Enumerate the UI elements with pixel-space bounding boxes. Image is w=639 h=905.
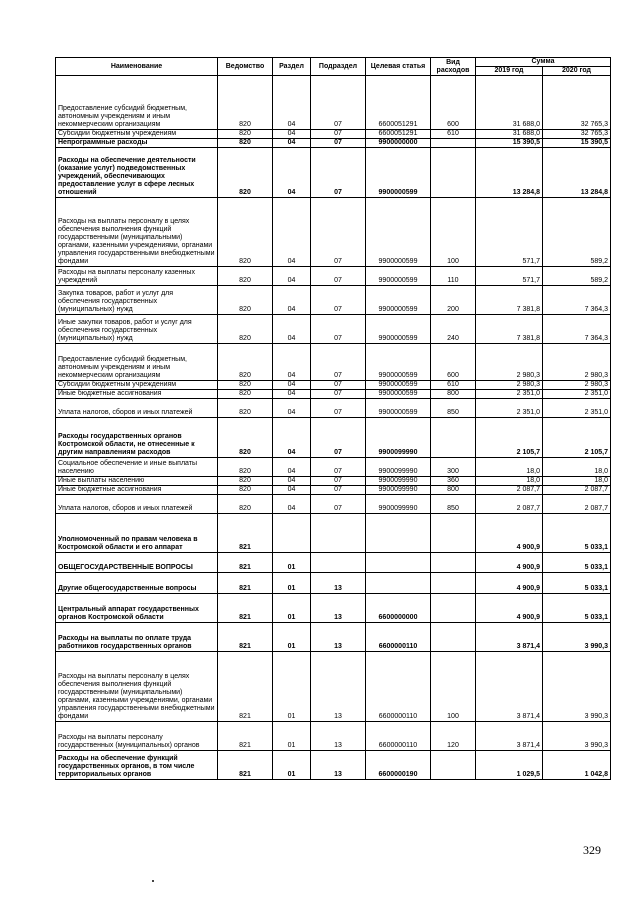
- table-row: [56, 76, 611, 130]
- cell-y2019: 18,0: [476, 477, 543, 486]
- cell-kind: 610: [431, 381, 476, 390]
- cell-sub: 07: [311, 198, 366, 267]
- cell-y2020: 7 364,3: [543, 286, 611, 315]
- cell-sec: 04: [273, 315, 311, 344]
- cell-y2020: 2 087,7: [543, 495, 611, 514]
- cell-sec: [273, 514, 311, 553]
- cell-name: Уполномоченный по правам человека в Костромской области и его аппарат: [56, 514, 218, 553]
- table-body: [56, 76, 611, 780]
- cell-dept: 820: [218, 148, 273, 198]
- cell-y2020: 5 033,1: [543, 594, 611, 623]
- cell-sec: 04: [273, 495, 311, 514]
- cell-sec: 04: [273, 76, 311, 130]
- cell-dept: 820: [218, 486, 273, 495]
- cell-y2020: 2 351,0: [543, 399, 611, 418]
- cell-target: 6600000110: [366, 722, 431, 751]
- cell-y2019: 31 688,0: [476, 130, 543, 139]
- cell-target: 9900000599: [366, 390, 431, 399]
- cell-target: 9900000599: [366, 267, 431, 286]
- cell-sec: 04: [273, 267, 311, 286]
- cell-kind: [431, 148, 476, 198]
- cell-y2019: 4 900,9: [476, 594, 543, 623]
- table-row: [56, 652, 611, 722]
- cell-y2020: 5 033,1: [543, 573, 611, 594]
- cell-target: 9900000599: [366, 315, 431, 344]
- header-target: Целевая статья: [366, 58, 431, 76]
- cell-sec: 04: [273, 418, 311, 458]
- cell-y2019: 2 980,3: [476, 344, 543, 381]
- cell-target: 9900000599: [366, 344, 431, 381]
- table-row: [56, 381, 611, 390]
- cell-dept: 820: [218, 198, 273, 267]
- cell-sub: [311, 553, 366, 573]
- table-row: [56, 315, 611, 344]
- cell-y2019: 3 871,4: [476, 652, 543, 722]
- cell-sec: 01: [273, 594, 311, 623]
- cell-sec: 04: [273, 486, 311, 495]
- cell-kind: 800: [431, 390, 476, 399]
- cell-name: Расходы на выплаты персоналу в целях обеспечения выполнения функций государственными (муниципальными) органами, казенными учреждениями, органами управления государственными внебюджетными фондами: [56, 652, 218, 722]
- cell-sub: 13: [311, 573, 366, 594]
- cell-y2020: 2 087,7: [543, 486, 611, 495]
- cell-y2019: 15 390,5: [476, 139, 543, 148]
- cell-dept: 820: [218, 76, 273, 130]
- cell-sub: 07: [311, 399, 366, 418]
- cell-dept: 820: [218, 381, 273, 390]
- table-row: [56, 148, 611, 198]
- cell-sub: 07: [311, 477, 366, 486]
- page-number: 329: [583, 843, 601, 857]
- cell-kind: [431, 573, 476, 594]
- cell-y2019: 1 029,5: [476, 751, 543, 780]
- cell-dept: 820: [218, 267, 273, 286]
- cell-y2020: 15 390,5: [543, 139, 611, 148]
- cell-sub: 13: [311, 594, 366, 623]
- table-row: [56, 390, 611, 399]
- cell-sub: 07: [311, 418, 366, 458]
- cell-sub: 13: [311, 751, 366, 780]
- cell-kind: 100: [431, 198, 476, 267]
- header-dept: Ведомство: [218, 58, 273, 76]
- cell-y2019: 4 900,9: [476, 514, 543, 553]
- cell-y2020: 2 980,3: [543, 344, 611, 381]
- cell-y2019: 4 900,9: [476, 573, 543, 594]
- cell-name: Закупка товаров, работ и услуг для обеспечения государственных (муниципальных) нужд: [56, 286, 218, 315]
- cell-target: 9900000000: [366, 139, 431, 148]
- cell-target: 6600000190: [366, 751, 431, 780]
- table-row: [56, 418, 611, 458]
- cell-sec: 04: [273, 286, 311, 315]
- cell-sub: 07: [311, 148, 366, 198]
- cell-target: 9900000599: [366, 381, 431, 390]
- cell-kind: 600: [431, 344, 476, 381]
- table-row: [56, 477, 611, 486]
- cell-y2020: 32 765,3: [543, 130, 611, 139]
- cell-y2019: 31 688,0: [476, 76, 543, 130]
- cell-target: 6600051291: [366, 130, 431, 139]
- cell-target: 6600000000: [366, 594, 431, 623]
- cell-kind: 300: [431, 458, 476, 477]
- cell-sub: [311, 514, 366, 553]
- cell-dept: 821: [218, 751, 273, 780]
- cell-kind: 200: [431, 286, 476, 315]
- header-year-2019: 2019 год: [476, 67, 543, 76]
- cell-name: Субсидии бюджетным учреждениям: [56, 381, 218, 390]
- cell-target: 9900000599: [366, 399, 431, 418]
- cell-dept: 820: [218, 495, 273, 514]
- cell-kind: 850: [431, 399, 476, 418]
- cell-y2020: 3 990,3: [543, 652, 611, 722]
- cell-dept: 820: [218, 344, 273, 381]
- cell-name: Иные выплаты населению: [56, 477, 218, 486]
- cell-kind: [431, 139, 476, 148]
- cell-y2020: 7 364,3: [543, 315, 611, 344]
- cell-sec: 04: [273, 344, 311, 381]
- table-row: [56, 344, 611, 381]
- cell-sec: 04: [273, 130, 311, 139]
- cell-dept: 820: [218, 399, 273, 418]
- cell-kind: 360: [431, 477, 476, 486]
- cell-dept: 820: [218, 418, 273, 458]
- cell-sub: 13: [311, 623, 366, 652]
- cell-y2019: 2 351,0: [476, 399, 543, 418]
- cell-dept: 820: [218, 286, 273, 315]
- cell-kind: 100: [431, 652, 476, 722]
- cell-y2019: 18,0: [476, 458, 543, 477]
- cell-sec: 01: [273, 652, 311, 722]
- budget-table: [55, 57, 611, 780]
- cell-name: Расходы на обеспечение функций государственных органов, в том числе территориальных органов: [56, 751, 218, 780]
- cell-sub: 07: [311, 344, 366, 381]
- cell-dept: 820: [218, 130, 273, 139]
- cell-y2020: 18,0: [543, 477, 611, 486]
- cell-y2019: 4 900,9: [476, 553, 543, 573]
- cell-y2020: 3 990,3: [543, 722, 611, 751]
- cell-sec: 04: [273, 458, 311, 477]
- cell-name: ОБЩЕГОСУДАРСТВЕННЫЕ ВОПРОСЫ: [56, 553, 218, 573]
- cell-y2020: 13 284,8: [543, 148, 611, 198]
- header-kind: Вид расходов: [431, 58, 476, 76]
- cell-sec: 04: [273, 381, 311, 390]
- cell-kind: [431, 623, 476, 652]
- cell-dept: 821: [218, 594, 273, 623]
- cell-sec: 01: [273, 573, 311, 594]
- cell-dept: 821: [218, 514, 273, 553]
- cell-name: Предоставление субсидий бюджетным, автономным учреждениям и иным некоммерческим организациям: [56, 344, 218, 381]
- table-row: [56, 495, 611, 514]
- cell-sec: 04: [273, 477, 311, 486]
- cell-y2020: 2 351,0: [543, 390, 611, 399]
- cell-target: 9900000599: [366, 286, 431, 315]
- cell-target: 6600051291: [366, 76, 431, 130]
- cell-y2019: 2 087,7: [476, 495, 543, 514]
- cell-kind: 110: [431, 267, 476, 286]
- cell-sec: 01: [273, 623, 311, 652]
- cell-name: Другие общегосударственные вопросы: [56, 573, 218, 594]
- cell-y2020: 2 980,3: [543, 381, 611, 390]
- cell-y2019: 571,7: [476, 267, 543, 286]
- cell-kind: [431, 553, 476, 573]
- cell-y2019: 13 284,8: [476, 148, 543, 198]
- cell-y2020: 5 033,1: [543, 553, 611, 573]
- cell-dept: 821: [218, 623, 273, 652]
- table-row: [56, 553, 611, 573]
- cell-dept: 821: [218, 553, 273, 573]
- cell-y2019: 2 351,0: [476, 390, 543, 399]
- cell-target: 9900099990: [366, 477, 431, 486]
- table-row: [56, 573, 611, 594]
- table-row: [56, 623, 611, 652]
- cell-dept: 821: [218, 722, 273, 751]
- cell-name: Уплата налогов, сборов и иных платежей: [56, 399, 218, 418]
- cell-sec: 04: [273, 139, 311, 148]
- cell-name: Расходы на обеспечение деятельности (оказание услуг) подведомственных учреждений, обеспечивающих предоставление услуг в сфере лесных отношений: [56, 148, 218, 198]
- cell-name: Центральный аппарат государственных органов Костромской области: [56, 594, 218, 623]
- cell-name: Расходы на выплаты персоналу государственных (муниципальных) органов: [56, 722, 218, 751]
- cell-sub: 13: [311, 652, 366, 722]
- cell-name: Расходы на выплаты персоналу в целях обеспечения выполнения функций государственными (муниципальными) органами, казенными учреждениями, органами управления государственными внебюджетными фондами: [56, 198, 218, 267]
- cell-y2020: 18,0: [543, 458, 611, 477]
- cell-name: Предоставление субсидий бюджетным, автономным учреждениям и иным некоммерческим организациям: [56, 76, 218, 130]
- cell-kind: 240: [431, 315, 476, 344]
- cell-kind: 600: [431, 76, 476, 130]
- cell-kind: 850: [431, 495, 476, 514]
- cell-target: 9900099990: [366, 458, 431, 477]
- cell-name: Расходы на выплаты по оплате труда работников государственных органов: [56, 623, 218, 652]
- cell-dept: 821: [218, 573, 273, 594]
- cell-target: 6600000110: [366, 652, 431, 722]
- cell-sec: 04: [273, 399, 311, 418]
- cell-target: [366, 514, 431, 553]
- cell-kind: [431, 751, 476, 780]
- cell-target: 9900099990: [366, 418, 431, 458]
- cell-name: Уплата налогов, сборов и иных платежей: [56, 495, 218, 514]
- cell-y2020: 1 042,8: [543, 751, 611, 780]
- cell-target: 6600000110: [366, 623, 431, 652]
- table-row: [56, 267, 611, 286]
- cell-sec: 01: [273, 553, 311, 573]
- stray-mark: [152, 880, 154, 882]
- cell-sub: 07: [311, 495, 366, 514]
- cell-y2019: 2 105,7: [476, 418, 543, 458]
- cell-y2019: 7 381,8: [476, 315, 543, 344]
- cell-sec: 04: [273, 198, 311, 267]
- table-row: [56, 722, 611, 751]
- cell-name: Субсидии бюджетным учреждениям: [56, 130, 218, 139]
- cell-sec: 04: [273, 148, 311, 198]
- cell-sub: 13: [311, 722, 366, 751]
- cell-kind: 120: [431, 722, 476, 751]
- cell-sec: 01: [273, 722, 311, 751]
- cell-y2020: 32 765,3: [543, 76, 611, 130]
- table-row: [56, 594, 611, 623]
- cell-y2019: 3 871,4: [476, 722, 543, 751]
- cell-name: Иные бюджетные ассигнования: [56, 486, 218, 495]
- table-row: [56, 139, 611, 148]
- header-year-2020: 2020 год: [543, 67, 611, 76]
- cell-kind: [431, 514, 476, 553]
- cell-dept: 820: [218, 315, 273, 344]
- table-row: [56, 486, 611, 495]
- cell-dept: 820: [218, 458, 273, 477]
- cell-dept: 820: [218, 477, 273, 486]
- cell-y2020: 589,2: [543, 267, 611, 286]
- cell-name: Непрограммные расходы: [56, 139, 218, 148]
- header-section: Раздел: [273, 58, 311, 76]
- cell-y2020: 5 033,1: [543, 514, 611, 553]
- table-row: [56, 458, 611, 477]
- cell-name: Расходы на выплаты персоналу казенных учреждений: [56, 267, 218, 286]
- cell-kind: [431, 418, 476, 458]
- cell-sub: 07: [311, 76, 366, 130]
- cell-name: Социальное обеспечение и иные выплаты населению: [56, 458, 218, 477]
- table-row: [56, 130, 611, 139]
- cell-sub: 07: [311, 390, 366, 399]
- cell-target: [366, 553, 431, 573]
- table-row: [56, 751, 611, 780]
- cell-y2019: 2 980,3: [476, 381, 543, 390]
- cell-target: 9900000599: [366, 198, 431, 267]
- table-row: [56, 514, 611, 553]
- header-subsection: Подраздел: [311, 58, 366, 76]
- header-sum: Сумма: [476, 58, 611, 67]
- cell-dept: 821: [218, 652, 273, 722]
- cell-y2019: 7 381,8: [476, 286, 543, 315]
- cell-sub: 07: [311, 458, 366, 477]
- table-row: [56, 198, 611, 267]
- cell-sec: 04: [273, 390, 311, 399]
- cell-kind: 610: [431, 130, 476, 139]
- cell-kind: [431, 594, 476, 623]
- cell-sub: 07: [311, 381, 366, 390]
- cell-name: Расходы государственных органов Костромской области, не отнесенные к другим направлениям расходов: [56, 418, 218, 458]
- cell-y2020: 2 105,7: [543, 418, 611, 458]
- cell-kind: 800: [431, 486, 476, 495]
- cell-target: [366, 573, 431, 594]
- cell-y2019: 3 871,4: [476, 623, 543, 652]
- cell-y2020: 3 990,3: [543, 623, 611, 652]
- cell-target: 9900099990: [366, 495, 431, 514]
- cell-y2020: 589,2: [543, 198, 611, 267]
- cell-sub: 07: [311, 315, 366, 344]
- cell-sec: 01: [273, 751, 311, 780]
- cell-sub: 07: [311, 286, 366, 315]
- cell-name: Иные закупки товаров, работ и услуг для обеспечения государственных (муниципальных) нужд: [56, 315, 218, 344]
- cell-y2019: 571,7: [476, 198, 543, 267]
- cell-sub: 07: [311, 267, 366, 286]
- cell-name: Иные бюджетные ассигнования: [56, 390, 218, 399]
- cell-sub: 07: [311, 486, 366, 495]
- table-row: [56, 399, 611, 418]
- cell-dept: 820: [218, 390, 273, 399]
- cell-target: 9900000599: [366, 148, 431, 198]
- cell-sub: 07: [311, 130, 366, 139]
- header-name: Наименование: [56, 58, 218, 76]
- cell-sub: 07: [311, 139, 366, 148]
- table-row: [56, 286, 611, 315]
- cell-y2019: 2 087,7: [476, 486, 543, 495]
- cell-dept: 820: [218, 139, 273, 148]
- cell-target: 9900099990: [366, 486, 431, 495]
